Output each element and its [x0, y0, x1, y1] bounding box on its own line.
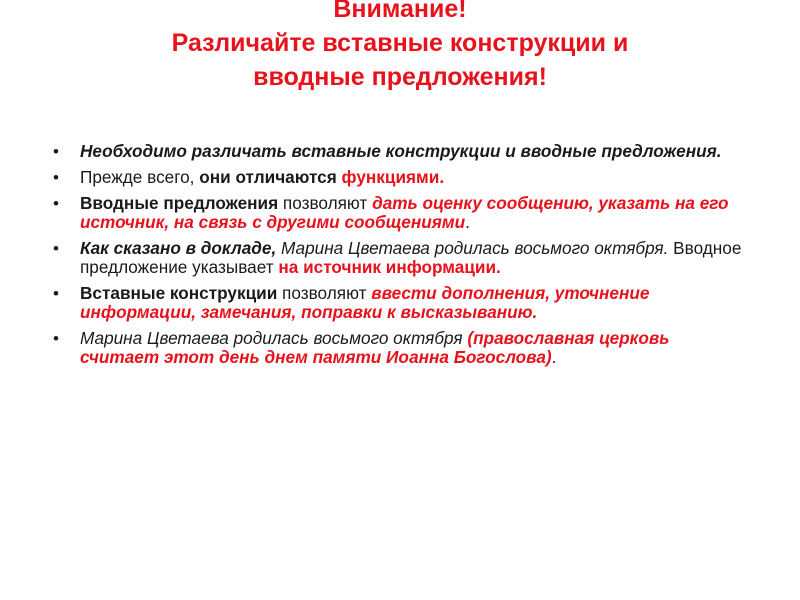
bullet-text: позволяют — [278, 193, 373, 213]
bullet-text-bold: Как сказано в докладе, — [80, 238, 277, 258]
bullet-text: . — [465, 212, 470, 232]
bullet-text-italic: Марина Цветаева родилась восьмого октября — [80, 328, 468, 348]
bullet-list — [50, 142, 750, 374]
bullet-text: . — [551, 347, 557, 367]
bullet-text-bold: Вводные предложения — [80, 193, 279, 213]
bullet-item — [50, 142, 750, 161]
bullet-text-highlight: ввести дополнения, уточнение информации, замечания, поправки к высказыванию. — [80, 283, 650, 322]
slide-title — [0, 0, 800, 94]
bullet-text: Необходимо различать вставные конструкции и вводные предложения. — [80, 141, 722, 161]
bullet-text-highlight: дать оценку сообщению, указать на его источник, на связь с другими сообщениями — [80, 193, 729, 232]
title-line-attention: Внимание! — [333, 0, 467, 23]
bullet-text-highlight: функциями. — [341, 167, 445, 187]
bullet-item — [50, 239, 750, 277]
bullet-text: позволяют — [277, 283, 372, 303]
bullet-item — [50, 329, 750, 367]
title-line-sentences: вводные предложения! — [253, 63, 547, 91]
bullet-text-bold: они отличаются — [199, 167, 342, 187]
bullet-item — [50, 168, 750, 187]
bullet-text: Вводное предложение указывает — [80, 238, 742, 277]
bullet-text-bold: Вставные конструкции — [80, 283, 278, 303]
bullet-text-highlight: на источник информации. — [278, 257, 501, 277]
bullet-text: Прежде всего, — [80, 167, 200, 187]
bullet-item — [50, 284, 750, 322]
bullet-text-italic: Марина Цветаева родилась восьмого октября. — [276, 238, 669, 258]
bullet-item — [50, 194, 750, 232]
title-line-distinguish: Различайте вставные конструкции и — [171, 29, 629, 57]
bullet-text-highlight: (православная церковь считает этот день днем памяти Иоанна Богослова) — [80, 328, 670, 367]
